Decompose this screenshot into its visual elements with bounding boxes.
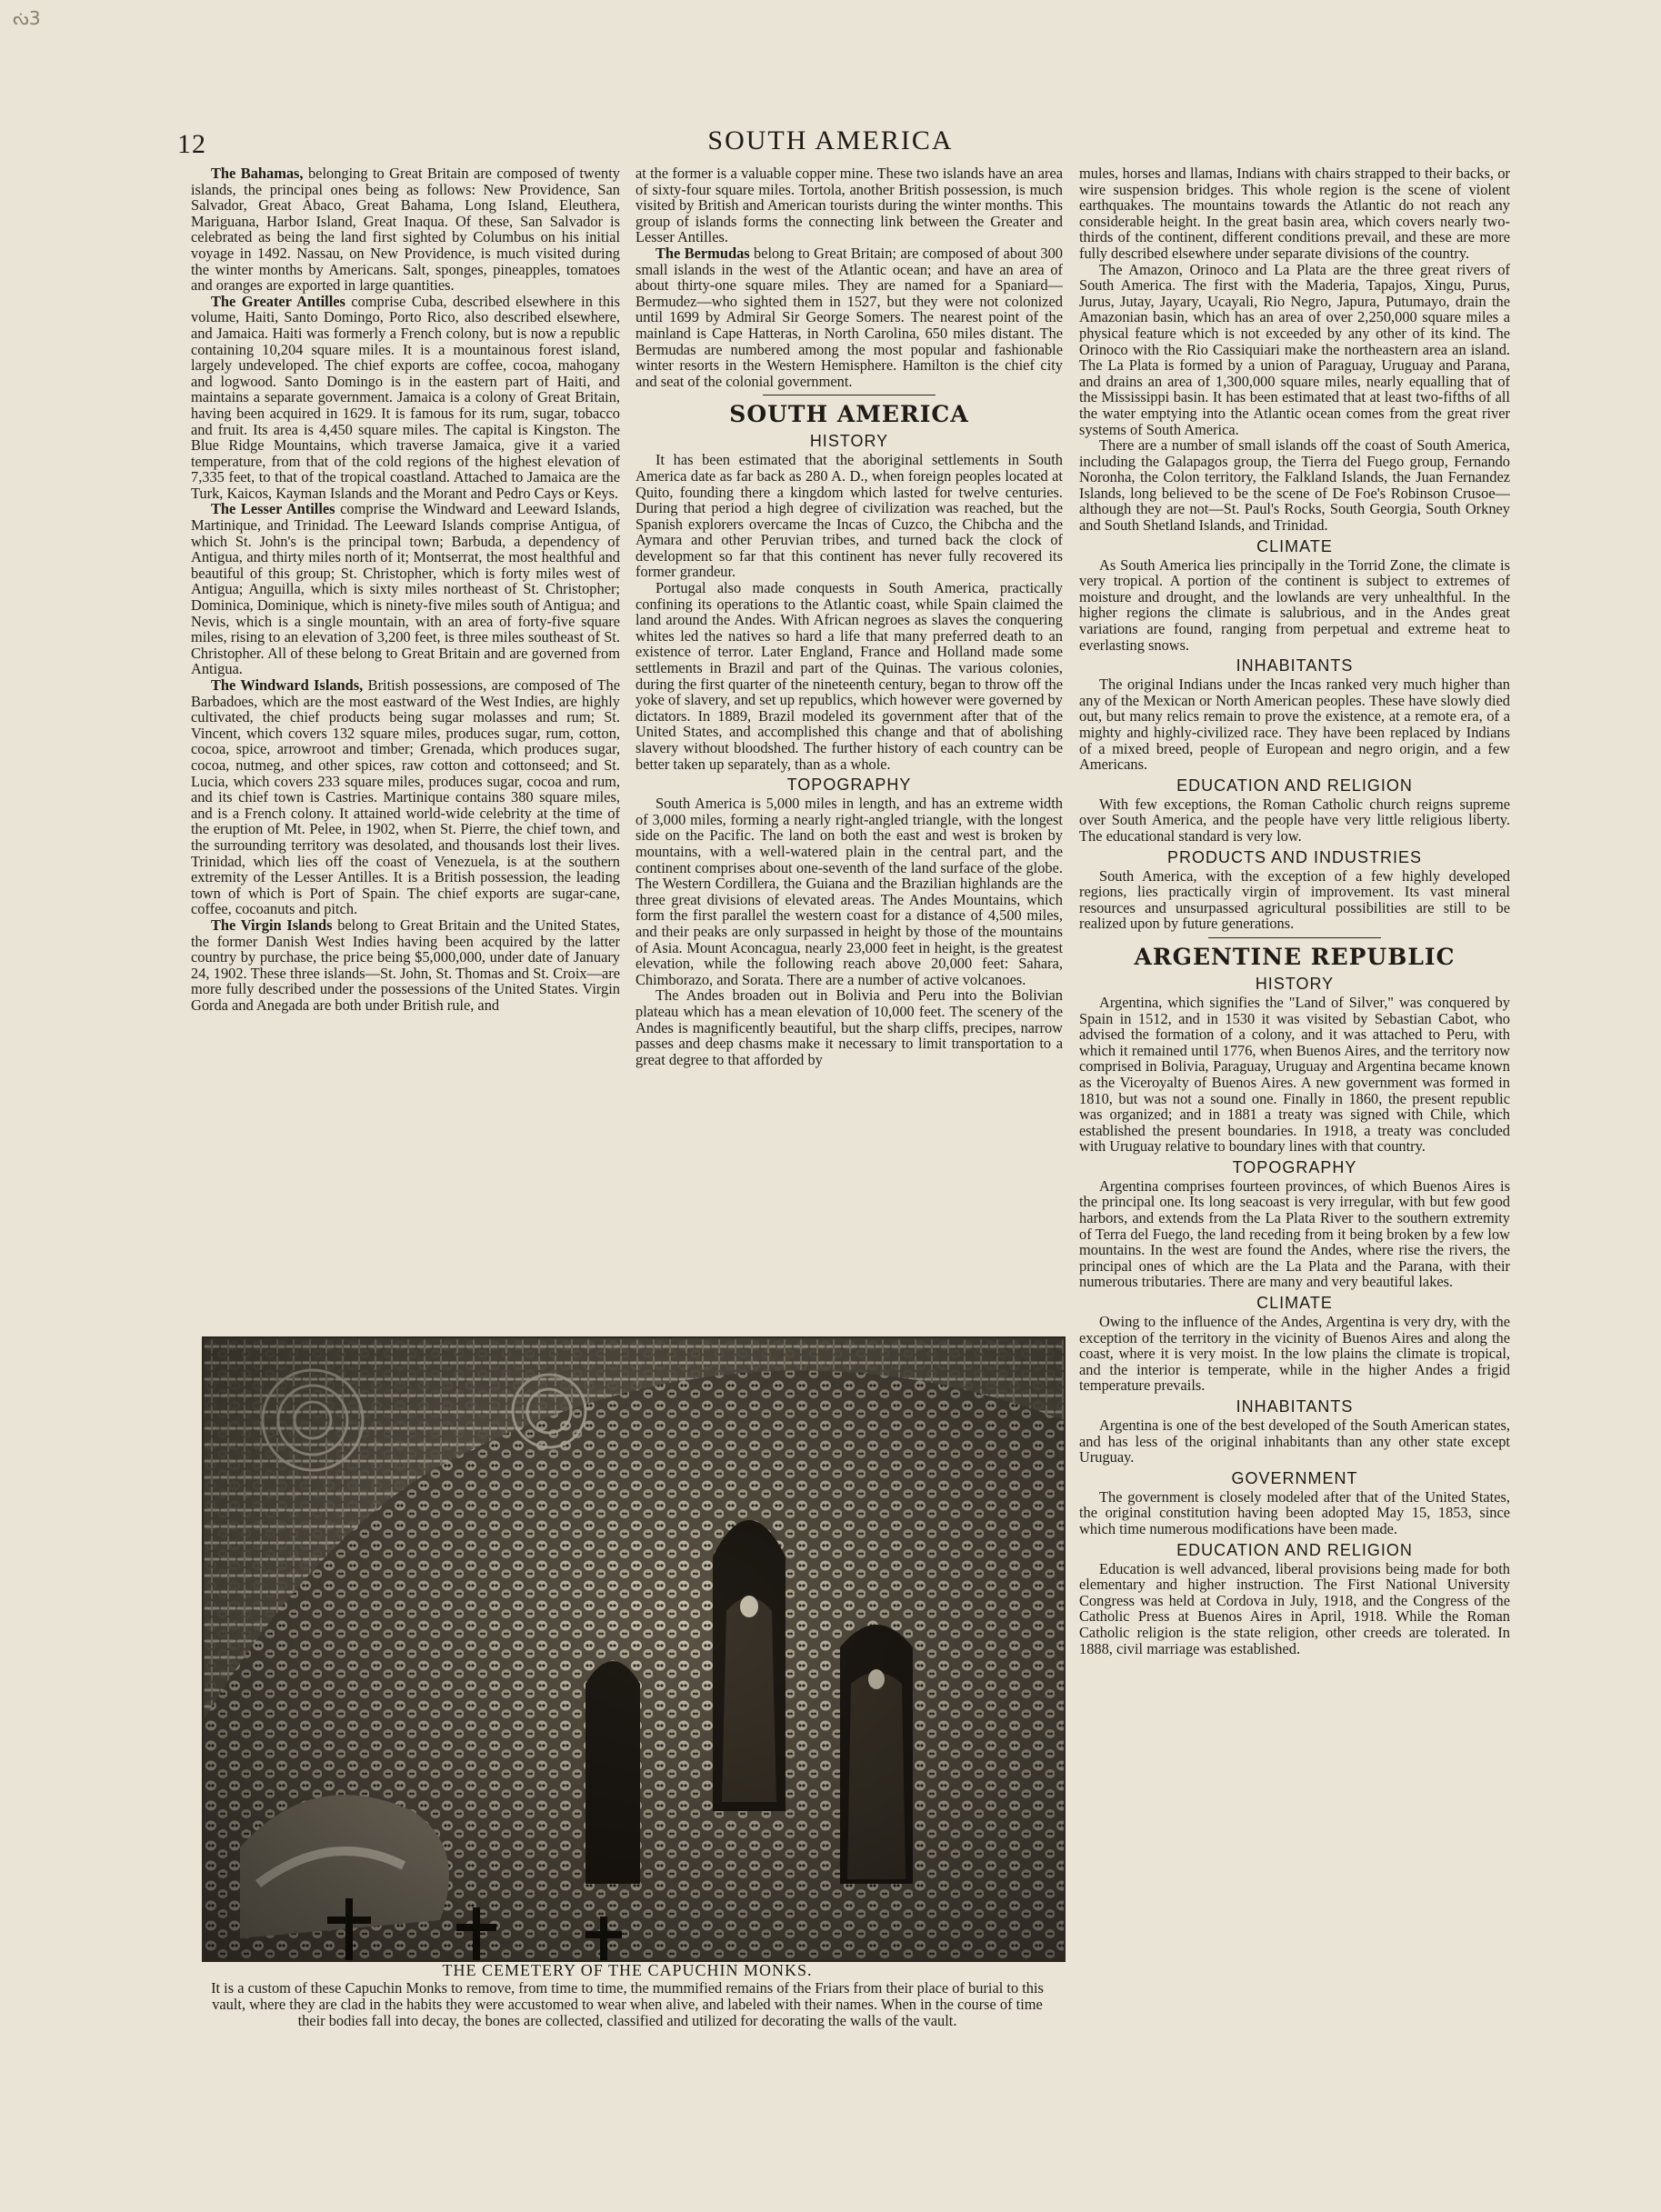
paragraph-bahamas [191, 165, 620, 294]
paragraph-text: belong to Great Britain and the United States, the former Danish West Indies having been acquired by the latter country by purchase, the price being $5,000,000, under date of January 24, 1902. These three islands—St. John, St. Thomas and St. Croix—are more fully described under the possessions of the United States. Virgin Gorda and Anegada are both under British rule, and [191, 916, 620, 1014]
lead-term: The Greater Antilles [211, 292, 345, 310]
subhead-education-religion: EDUCATION AND RELIGION [1176, 1540, 1413, 1559]
paragraph-history-1: It has been estimated that the aboriginal settlements in South America date as far back as 280 A. D., when foreign peoples located at Quito, founding there a kingdom which lasted for twelve centuries. During that period a high degree of civilization was reached, but the Spanish explorers overcame the Incas of Cuzco, the Chibcha and the Aymara and other Peruvian tribes, and turned back the clock of development so far that this continent has never fully recovered its former grandeur. [635, 451, 1063, 581]
lead-term: The Virgin Islands [211, 916, 333, 934]
column-2 [635, 165, 1063, 1340]
paragraph-argentina-education: Education is well advanced, liberal provisions being made for both elementary and higher instruction. The First National University Congress was held at Cordova in July, 1918, and the Congress of the Catholic Press at Buenos Aires in April, 1918. While the Roman Catholic religion is the state religion, other creeds are tolerated. In 1888, civil marriage was established. [1079, 1559, 1510, 1657]
paragraph-text: British possessions, are composed of The Barbadoes, which are the most eastward of the West Indies, are highly cultivated, the chief products being sugar molasses and rum; St. Vincent, which covers 132 square miles, produces sugar, rum, cotton, cocoa, spice, arrowroot and timber; Grenada, which produces sugar, cocoa, nutmeg, and other spices, raw cotton and cottonseed; and St. Lucia, which covers 233 square miles, produces sugar, cocoa and rum, and its chief town is Castries. Martinique contains 380 square miles, and is a French colony. It attained world-wide celebrity at the time of the eruption of Mt. Pelee, in 1902, when St. Pierre, the chief town, and the surrounding territory was desolated, and thousands lost their lives. Trinidad, which lies off the coast of Venezuela, is at the southern extremity of the Lesser Antilles. It is a British possession, the leading town of which is Port of Spain. The chief exports are sugar-cane, coffee, cocoanuts and pitch. [191, 676, 620, 918]
caption-title: THE CEMETERY OF THE CAPUCHIN MONKS. [442, 1961, 813, 1979]
subhead-history: HISTORY [809, 432, 889, 451]
photo-illustration [204, 1338, 1064, 1960]
photo-capuchin-cemetery [202, 1336, 1066, 1962]
paragraph-argentina-topography: Argentina comprises fourteen provinces, of which Buenos Aires is the principal one. Its long seacoast is very irregular, with but few good harbors, and extends from the La Plata River to the southern extremity of Terra del Fuego, the land receding from it being broken by a few low mountains. In the west are found the Andes, where rise the rivers, the principal ones of which are the La Plata and the Parana, with their numerous tributaries. There are many and very beautiful lakes. [1079, 1176, 1510, 1291]
paragraph-text: belonging to Great Britain are composed of twenty islands, the principal ones being as follows: New Providence, San Salvador, Great Abaco, Great Bahama, Long Island, Eleuthera, Mariguana, Harbor Island, Great Inaqua. Of these, San Salvador is celebrated as being the land first sighted by Columbus on his initial voyage in 1492. Nassau, on New Providence, is much visited during the winter months by Americans. Salt, sponges, pineapples, tomatoes and oranges are exported in large quantities. [191, 165, 620, 295]
subhead-climate: CLIMATE [1256, 536, 1333, 556]
subhead-topography: TOPOGRAPHY [786, 776, 912, 795]
paragraph-argentina-climate: Owing to the influence of the Andes, Argentina is very dry, with the exception of the territory in the vicinity of Buenos Aires and along the coast, where it is very moist. In the low plains the climate is tropical, and the interior is temperate, while in the higher Andes a frigid temperature prevails. [1079, 1313, 1510, 1395]
margin-pencil-mark: ᔔ3 [13, 7, 41, 29]
paragraph-virgin-islands [191, 917, 620, 1014]
section-title-argentine-republic: ARGENTINE REPUBLIC [1134, 943, 1456, 970]
paragraph-education-religion: With few exceptions, the Roman Catholic church reigns supreme over South America, and the people have very little religious liberty. The educational standard is very low. [1079, 795, 1510, 845]
section-rule [1208, 937, 1381, 938]
paragraph-greater-antilles [191, 294, 620, 502]
lead-term: The Bermudas [655, 244, 750, 262]
running-head: SOUTH AMERICA [707, 125, 954, 155]
section-title-south-america: SOUTH AMERICA [729, 401, 969, 428]
paragraph-topography-1: South America is 5,000 miles in length, and has an extreme width of 3,000 miles, forming a nearly right-angled triangle, with the longest side on the Pacific. The land on both the east and west is broken by mountains, with a well-watered plain in the central part, and the continent comprises about one-seventh of the land surface of the globe. The Western Cordillera, the Guiana and the Brazilian highlands are the three great divisions of elevated areas. The Andes Mountains, which form the first parallel the western coast for a distance of 4,500 miles, and their peaks are only surpassed in height by those of the mountains of Asia. Mount Aconcagua, nearly 23,000 feet in height, is the greatest elevation, while the following reach above 20,000 feet: Sahara, Chimborazo, and Sorata. There are a number of active volcanoes. [635, 795, 1063, 988]
subhead-education-religion: EDUCATION AND RELIGION [1176, 776, 1413, 795]
subhead-government: GOVERNMENT [1231, 1468, 1358, 1487]
paragraph-argentina-inhabitants: Argentina is one of the best developed of the South American states, and has less of the original inhabitants than any other state except Uruguay. [1079, 1416, 1510, 1466]
paragraph-lesser-antilles [191, 501, 620, 677]
paragraph-continued: mules, horses and llamas, Indians with chairs strapped to their backs, or wire suspension bridges. This whole region is the scene of violent earthquakes. The mountains towards the Atlantic do not reach any considerable height. In the great basin area, which covers nearly two-thirds of the continent, different conditions prevail, and these are more fully described elsewhere under separate divisions of the country. [1079, 165, 1510, 262]
subhead-inhabitants: INHABITANTS [1236, 656, 1354, 676]
paragraph-text: comprise Cuba, described elsewhere in this volume, Haiti, Santo Domingo, Porto Rico, also described elsewhere, and Jamaica. Haiti was formerly a French colony, but is now a republic containing 10,204 square miles. It is a mountainous forest island, largely undeveloped. The chief exports are coffee, cocoa, mahogany and logwood. Santo Domingo is in the eastern part of Haiti, and maintains a separate government. Jamaica is a colony of Great Britain, having been acquired in 1629. It is famous for its rum, sugar, tobacco and fruit. Its area is 4,450 square miles. The capital is Kingston. The Blue Ridge Mountains, which traverse Jamaica, give it a varied temperature, from that of the cold regions of the highest elevation of 7,335 feet, to that of the tropical coastland. Attached to Jamaica are the Turk, Kaicos, Kayman Islands and the Morant and Pedro Cays or Keys. [191, 292, 620, 502]
caption-text: It is a custom of these Capuchin Monks to remove, from time to time, the mummified remains of the Friars from their place of burial to this vault, where they are clad in the habits they were accustomed to wear when alive, and labeled with their names. When in the course of time their bodies fall into decay, the bones are collected, classified and utilized for decorating the walls of the vault. [211, 1979, 1044, 2029]
paragraph-windward-islands [191, 677, 620, 917]
paragraph-argentina-government: The government is closely modeled after that of the United States, the original constitution having been adopted May 15, 1853, since which time numerous modifications have been made. [1079, 1487, 1510, 1537]
paragraph-islands: There are a number of small islands off the coast of South America, including the Galapagos group, the Tierra del Fuego group, Fernando Noronha, the Colon territory, the Falkland Islands, the Juan Fernandez Islands, long believed to be the scene of De Foe's Robinson Crusoe—although they are not—St. Paul's Rocks, South Georgia, South Orkney and South Shetland Islands, and Trinidad. [1079, 436, 1510, 535]
paragraph-text: belong to Great Britain; are composed of about 300 small islands in the west of the Atlantic ocean; and have an area of about thirty-one square miles. They are named for a Spaniard—Bermudez—who sighted them in 1527, but they were not colonized until 1699 by Admiral Sir George Somers. The nearest point of the mainland is Cape Hatteras, in North Carolina, 650 miles distant. The Bermudas are numbered among the most popular and fashionable winter resorts in the Western Hemisphere. Hamilton is the chief city and seat of the colonial government. [635, 244, 1063, 390]
column-3 [1079, 165, 1510, 2061]
paragraph-rivers: The Amazon, Orinoco and La Plata are the three great rivers of South America. The first with the Maderia, Tapajos, Xingu, Purus, Jurus, Jutay, Jayary, Ucayali, Rio Negro, Japura, Putumayo, drain the Amazonian basin, which has an area of over 2,250,000 square miles a physical feature which is not exceeded by any other of its kind. The Orinoco with the Rio Cassiquiari make the northeastern area an island. The La Plata is formed by a union of Paraguay, Uruguay and Parana, and drains an area of 1,300,000 square miles, nearly equalling that of the Mississippi basin. It has been estimated that at least two-fifths of all the water emptying into the Atlantic ocean comes from the great river systems of South America. [1079, 260, 1510, 438]
paragraph-text: comprise the Windward and Leeward Islands, Martinique, and Trinidad. The Leeward Islands comprise Antigua, of which St. John's is the principal town; Barbuda, a dependency of Antigua, and thirty miles north of it; Montserrat, the most healthful and beautiful of this group; St. Christopher, which is forty miles west of Antigua; Anguilla, which is sixty miles northeast of St. Christopher; Dominica, Dominique, which is ninety-five miles south of Antigua; and Nevis, which is a single mountain, with an area of forty-five square miles, rising to an elevation of 3,200 feet, is three miles southeast of St. Christopher. All of these belong to Great Britain and are governed from Antigua. [191, 500, 620, 678]
paragraph-products-industries: South America, with the exception of a few highly developed regions, lies practically virgin of improvement. Its vast mineral resources and unsurpassed agricultural possibilities are still to be realized upon by future generations. [1079, 866, 1510, 933]
page-number: 12 [177, 129, 206, 159]
subhead-history: HISTORY [1255, 974, 1335, 993]
subhead-climate: CLIMATE [1256, 1294, 1333, 1313]
subhead-products-industries: PRODUCTS AND INDUSTRIES [1166, 847, 1423, 866]
paragraph-history-2: Portugal also made conquests in South America, practically confining its operations to the Atlantic coast, while Spain claimed the land around the Andes. With African negroes as slaves the conquering whites led the natives so hard a life that many preferred death to an existence of terror. Later England, France and Holland made some settlements in Brazil and part of the Quinas. The various colonies, during the first quarter of the nineteenth century, began to throw off the yoke of slavery, and set up republics, which however were governed by dictators. In 1889, Brazil modeled its government after that of the United States, and accomplished this change and that of abolishing slavery without bloodshed. The further history of each country can be better taken up separately, than as a whole. [635, 579, 1063, 773]
lead-term: The Bahamas, [211, 165, 304, 182]
paragraph-inhabitants: The original Indians under the Incas ranked very much higher than any of the Mexican or North American peoples. These have slowly died out, but many relics remain to prove the existence, at a remote era, of a mighty and highly-civilized race. They have been replaced by Indians of a mixed breed, people of European and negro origin, and a few Americans. [1079, 676, 1510, 774]
figure-caption [191, 1962, 1064, 2029]
paragraph-argentina-history: Argentina, which signifies the "Land of Silver," was conquered by Spain in 1512, and in 1530 it was visited by Sebastian Cabot, who advised the formation of a colony, and it was attached to Peru, with which it remained until 1776, when Buenos Aires, and the territory now comprised in Bolivia, Paraguay, Uruguay and Argentina became known as the Viceroyalty of Buenos Aires. A new government was formed in 1810, but was not a sound one. Finally in 1860, the present republic was organized; and in 1881 a treaty was signed with Chile, which established the present boundaries. In 1918, a treaty was concluded with Uruguay relative to boundary lines with that country. [1079, 993, 1510, 1156]
lead-term: The Windward Islands, [211, 676, 364, 694]
subhead-inhabitants: INHABITANTS [1236, 1397, 1354, 1416]
lead-term: The Lesser Antilles [211, 500, 335, 518]
subhead-topography: TOPOGRAPHY [1232, 1157, 1357, 1176]
paragraph-bermudas [635, 245, 1063, 389]
paragraph-topography-2: The Andes broaden out in Bolivia and Peru into the Bolivian plateau which has a mean elevation of 10,000 feet. The scenery of the Andes is magnificently beautiful, but the sharp cliffs, precipes, narrow passes and deep chasms make it necessary to limit transportation to a great degree to that afforded by [635, 986, 1063, 1068]
paragraph-climate: As South America lies principally in the Torrid Zone, the climate is very tropical. A portion of the continent is subject to extremes of moisture and drought, and the lowlands are very unhealthful. In the higher regions the climate is salubrious, and in the Andes great variations are found, ranging from perpetual and extreme heat to everlasting snows. [1079, 556, 1510, 654]
paragraph-continued: at the former is a valuable copper mine. These two islands have an area of sixty-four square miles. Tortola, another British possession, is much visited by British and American tourists during the winter months. This group of islands forms the connecting link between the Greater and Lesser Antilles. [635, 165, 1063, 246]
